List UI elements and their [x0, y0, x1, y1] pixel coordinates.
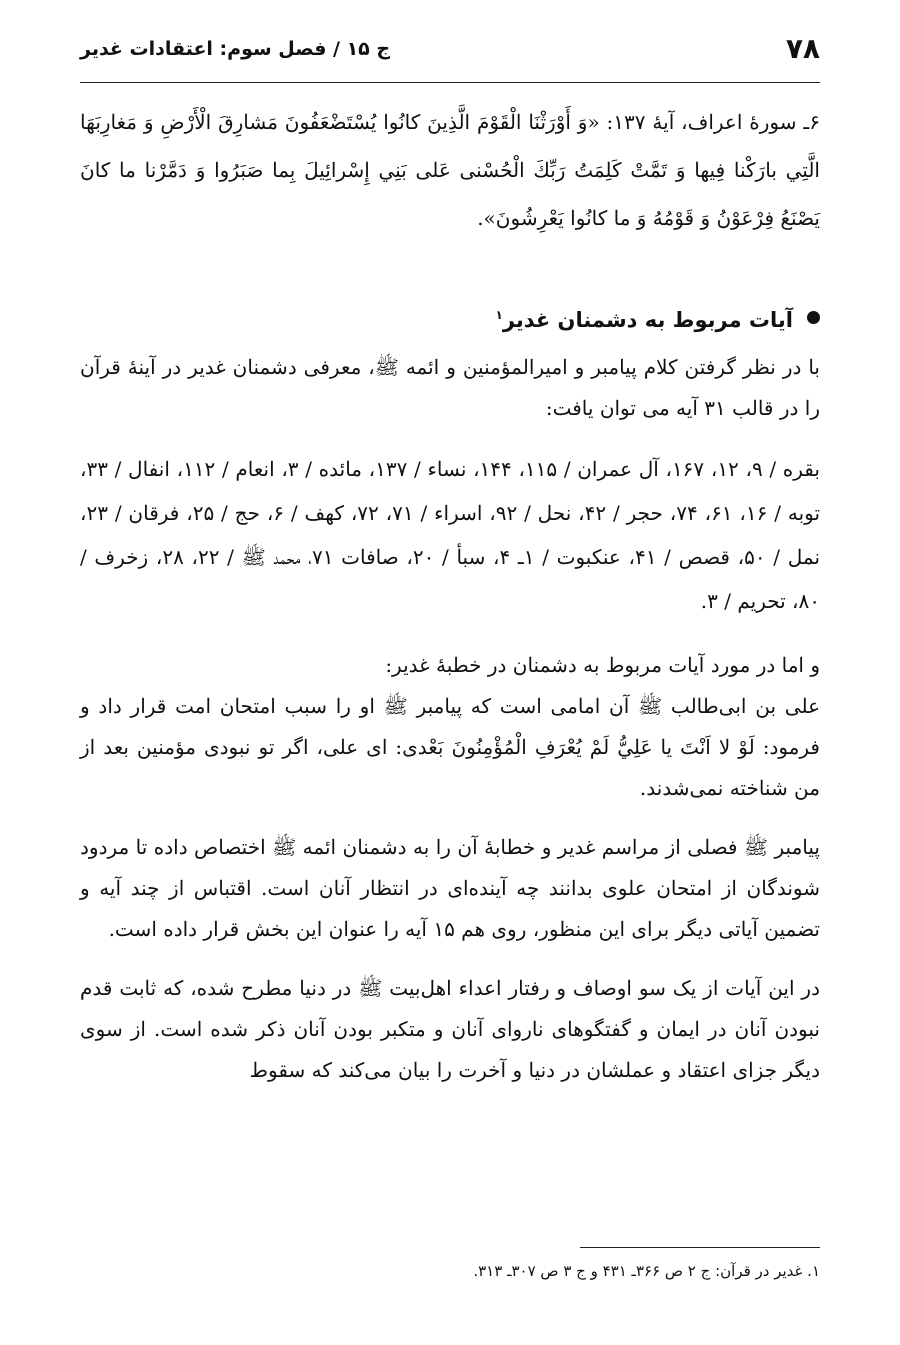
page-header	[80, 28, 820, 80]
prophet-section-paragraph: پیامبر ﷺ فصلی از مراسم غدیر و خطابهٔ آن را به دشمنان ائمه ﷺ اختصاص داده تا مردود شوندگان از امتحان علوی بدانند چه آینده‌ای در انتظار آنان است. اقتباس از چند آیه و تضمین آیاتی دیگر برای این منظور، روی هم ۱۵ آیه را عنوان این بخش قرار داده است.	[80, 835, 820, 941]
footnote: ۱. غدیر در قرآن: ج ۲ ص ۳۶۶ـ ۴۳۱ و ج ۳ ص ۳۰۷ـ ۳۱۳.	[473, 1262, 820, 1280]
page-number: ۷۸	[785, 32, 820, 65]
header-rule	[80, 82, 820, 83]
body-text	[80, 98, 820, 1091]
verse-paragraph: ۶ـ سورهٔ اعراف، آیهٔ ۱۳۷: «وَ أَوْرَثْنَا الْقَوْمَ الَّذِينَ كانُوا يُسْتَضْعَفُونَ مَشارِقَ الْأَرْضِ وَ مَغارِبَهَا الَّتِي بارَكْنا فِيها وَ تَمَّتْ كَلِمَتُ رَبِّكَ الْحُسْنى عَلى بَنِي إِسْرائِيلَ بِما صَبَرُوا وَ دَمَّرْنا ما كانَ يَصْنَعُ فِرْعَوْنُ وَ قَوْمُهُ وَ ما كانُوا يَعْرِشُونَ».	[80, 110, 820, 230]
sura-list-paragraph: بقره / ۹، ۱۲، ۱۶۷، آل عمران / ۱۱۵، ۱۴۴، نساء / ۱۳۷، مائده / ۳، انعام / ۱۱۲، انفال / ۳۳، توبه / ۱۶، ۶۱، ۷۴، حجر / ۴۲، نحل / ۹۲، اسراء / ۷۱، ۷۲، کهف / ۶، حج / ۲۵، فرقان / ۲۳، نمل / ۵۰، قصص / ۴۱، عنکبوت / ۱ـ ۴، سبأ / ۲۰، صافات ۷۱، محمد ﷺ / ۲۲، ۲۸، زخرف / ۸۰، تحریم / ۳.	[80, 457, 821, 613]
section-title: آیات مربوط به دشمنان غدیر	[502, 308, 793, 332]
ali-test-paragraph: علی بن ابی‌طالب ﷺ آن امامی است که پیامبر ﷺ او را سبب امتحان امت قرار داد و فرمود: لَوْ لا اَنْتَ يا عَلِيُّ لَمْ يُعْرَفِ الْمُؤْمِنُونَ بَعْدى: ای علی، اگر تو نبودی مؤمنین بعد از من شناخته نمی‌شدند.	[80, 694, 821, 800]
footnote-marker[interactable]: ۱	[495, 308, 503, 322]
footnote-rule	[580, 1247, 820, 1248]
enemies-description-paragraph: در این آیات از یک سو اوصاف و رفتار اعداء اهل‌بیت ﷺ در دنیا مطرح شده، که ثابت قدم نبودن آنان در ایمان و گفتگوهای ناروای آنان و متکبر بودن آنان ذکر شده است. از سوی دیگر جزای اعتقاد و عملشان در دنیا و آخرت را بیان می‌کند که سقوط	[80, 976, 820, 1082]
section-heading	[80, 294, 820, 341]
bullet-icon	[807, 311, 820, 324]
running-head: ج ۱۵ / فصل سوم: اعتقادات غدیر	[80, 38, 391, 60]
intro-paragraph: با در نظر گرفتن کلام پیامبر و امیرالمؤمنین و ائمه ﷺ، معرفی دشمنان غدیر در آینهٔ قرآن را در قالب ۳۱ آیه می توان یافت:	[80, 355, 820, 420]
khutba-intro-paragraph: و اما در مورد آیات مربوط به دشمنان در خطبهٔ غدیر:	[385, 653, 820, 677]
